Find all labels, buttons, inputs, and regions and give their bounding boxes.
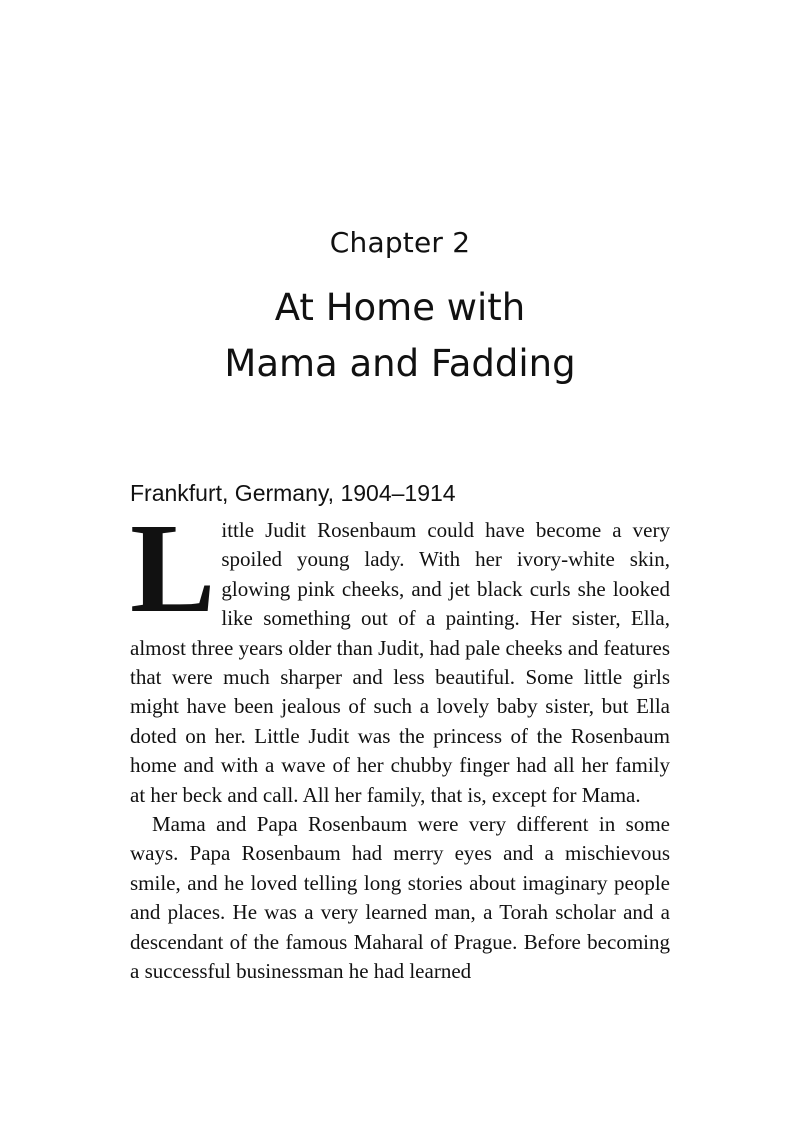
chapter-number: Chapter 2 [329, 226, 471, 259]
chapter-title-line-1: At Home with [274, 286, 526, 329]
body-text [130, 497, 670, 987]
chapter-title [0, 280, 800, 392]
chapter-title-line-2: Mama and Fadding [224, 342, 576, 385]
paragraph-1 [130, 497, 670, 810]
drop-cap: L [130, 497, 216, 639]
paragraph-2: Mama and Papa Rosenbaum were very different in some ways. Papa Rosenbaum had merry eyes and a mischievous smile, and he loved telling long stories about imaginary people and places. He was a very learned man, a Torah scholar and a descendant of the famous Maharal of Prague. Before becoming a successful businessman he had learned [130, 812, 670, 984]
paragraph-1-text: ittle Judit Rosenbaum could have become a very spoiled young lady. With her ivory-white skin, glowing pink cheeks, and jet black curls she looked like something out of a painting. Her sister, Ella, almost three years older than Judit, had pale cheeks and features that were much sharper and less beautiful. Some little girls might have been jealous of such a lovely baby sister, but Ella doted on her. Little Judit was the princess of the Rosenbaum home and with a wave of her chubby finger had all her family at her beck and call. All her family, that is, except for Mama. [130, 518, 670, 807]
section-heading: Frankfurt, Germany, 1904–1914 [130, 480, 456, 506]
